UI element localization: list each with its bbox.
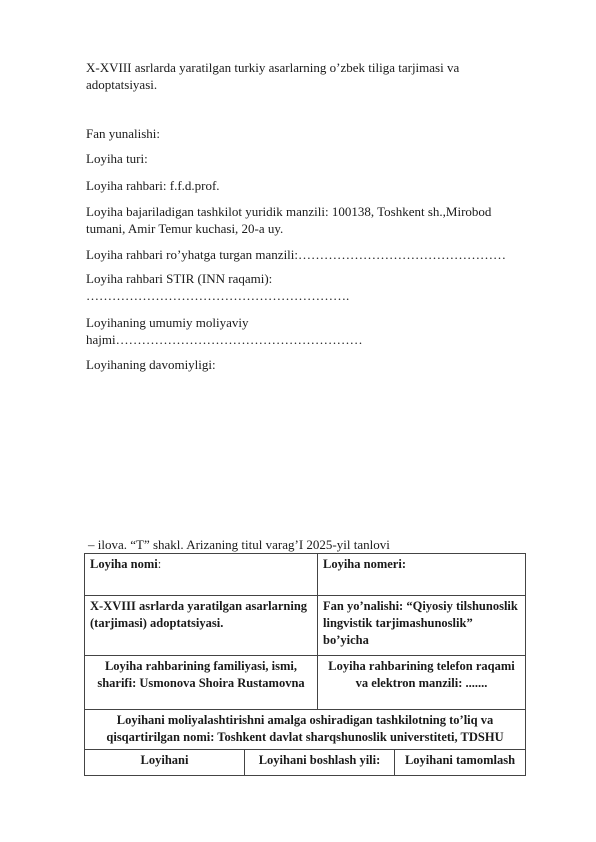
field-davomiyligi: Loyihaning davomiyligi:	[86, 357, 216, 372]
table-cell-loyiha-nomeri: Loyiha nomeri:	[318, 554, 526, 596]
field-rahbar-stir: Loyiha rahbari STIR (INN raqami): …………………………………………………….	[86, 271, 350, 303]
loyiha-nomi-label: Loyiha nomi	[90, 557, 158, 571]
table-cell-fan-yonalishi: Fan yo’nalishi: “Qiyosiy tilshunoslik lingvistik tarjimashunoslik” bo’yicha	[318, 596, 526, 656]
field-loyiha-turi: Loyiha turi:	[86, 151, 148, 166]
table-row	[85, 710, 526, 750]
loyiha-nomi-colon: :	[157, 557, 162, 571]
table-cell-loyiha-nomi	[85, 554, 318, 596]
table-cell-rahbar-fio: Loyiha rahbarining familiyasi, ismi, sharifi: Usmonova Shoira Rustamovna	[85, 656, 318, 710]
title-page-table	[84, 553, 526, 776]
table-cell-boshlash-yili: Loyihani boshlash yili:	[245, 750, 395, 776]
table-row	[85, 596, 526, 656]
document-heading: X-XVIII asrlarda yaratilgan turkiy asarlarning o’zbek tiliga tarjimasi va adoptatsiyasi.	[86, 60, 460, 92]
table-row	[85, 656, 526, 710]
field-tashkilot-manzili: Loyiha bajariladigan tashkilot yuridik manzili: 100138, Toshkent sh.,Mirobod tumani, Amir Temur kuchasi, 20-a uy.	[86, 204, 492, 236]
field-fan-yunalishi: Fan yunalishi:	[86, 126, 161, 141]
table-cell-project-title: X-XVIII asrlarda yaratilgan asarlarning (tarjimasi) adoptatsiyasi.	[85, 596, 318, 656]
table-cell-tashkilot-nomi: Loyihani moliyalashtirishni amalga oshiradigan tashkilotning to’liq va qisqartirilgan nomi: Toshkent davlat sharqshunoslik universtiteti, TDSHU	[85, 710, 526, 750]
table-cell-loyihani: Loyihani	[85, 750, 245, 776]
table-cell-tamomlash: Loyihani tamomlash	[395, 750, 526, 776]
appendix-intro: – ilova. “T” shakl. Arizaning titul varag’I 2025-yil tanlovi	[88, 537, 390, 552]
table-cell-rahbar-kontakt: Loyiha rahbarining telefon raqami va elektron manzili: .......	[318, 656, 526, 710]
field-loyiha-rahbari: Loyiha rahbari: f.f.d.prof.	[86, 178, 220, 193]
field-rahbar-manzili: Loyiha rahbari ro’yhatga turgan manzili:…………………………………………	[86, 247, 507, 262]
table-row	[85, 554, 526, 596]
field-moliyaviy-hajmi: Loyihaning umumiy moliyaviy hajmi…………………………………………………	[86, 315, 363, 347]
table-row	[85, 750, 526, 776]
